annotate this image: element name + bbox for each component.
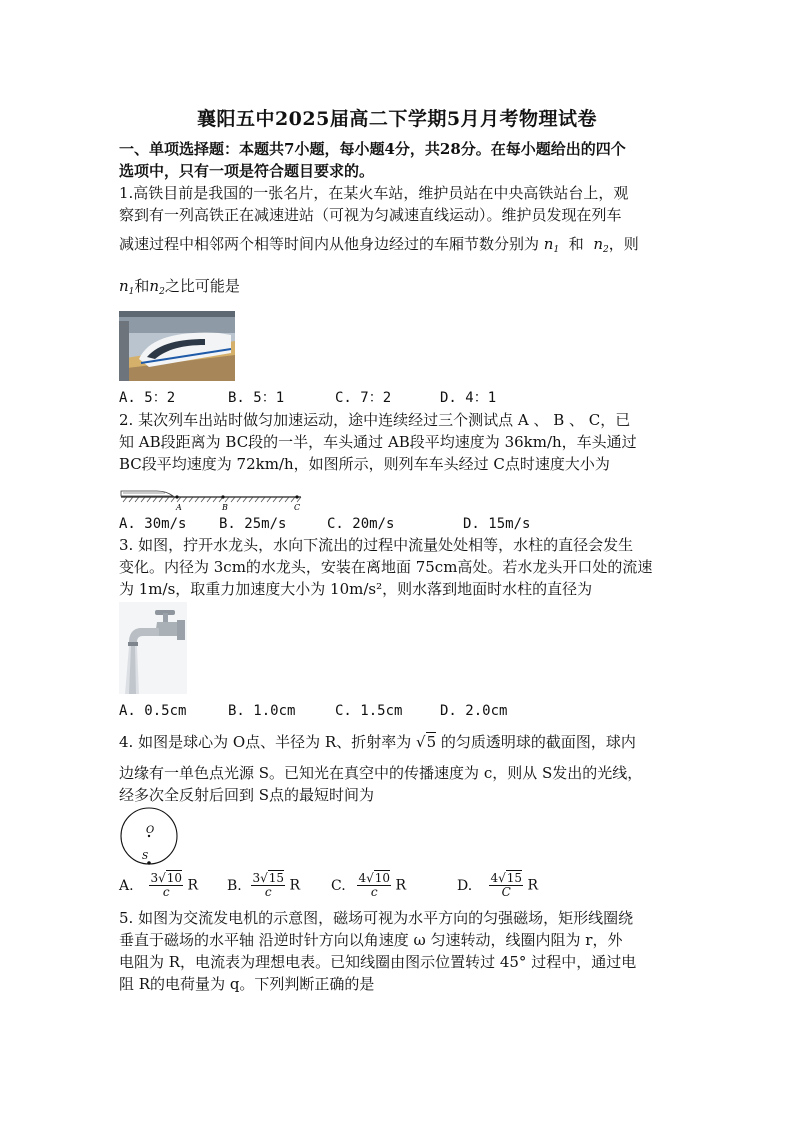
point-c-mark bbox=[295, 495, 298, 498]
section-heading-line1: 一、单项选择题：本题共7小题，每小题4分，共28分。在每小题给出的四个 bbox=[119, 140, 626, 158]
q4-line1-pre: 4. 如图是球心为 O点、半径为 R、折射率为 bbox=[119, 733, 412, 751]
q4-option-b[interactable]: B. $\frac{3√15}{c}$ R bbox=[227, 871, 301, 899]
q1-line3-text: 减速过程中相邻两个相等时间内从他身边经过的车厢节数分别为 bbox=[119, 235, 540, 253]
q5-line3: 电阻为 R，电流表为理想电表。已知线圈由图示位置转过 45° 过程中，通过电 bbox=[119, 953, 637, 971]
sphere-diagram bbox=[119, 806, 181, 868]
faucet-photo bbox=[119, 602, 187, 694]
q3-line2: 变化。内径为 3cm的水龙头，安装在离地面 75cm高处。若水龙头开口处的流速 bbox=[119, 558, 653, 576]
point-b-mark bbox=[221, 495, 224, 498]
q4-options bbox=[119, 872, 689, 906]
q2-option-b[interactable]: B. 25m/s bbox=[219, 516, 287, 532]
high-speed-train-photo bbox=[119, 311, 235, 381]
q1-n2: $n_2$ bbox=[593, 235, 609, 255]
q1-line3-end: ，则 bbox=[608, 235, 639, 253]
q2-line2: 知 AB段距离为 BC段的一半，车头通过 AB段平均速度为 36km/h，车头通过 bbox=[119, 433, 637, 451]
q3-line3: 为 1m/s，取重力加速度大小为 10m/s²，则水落到地面时水柱的直径为 bbox=[119, 580, 593, 598]
q3-option-b[interactable]: B. 1.0cm bbox=[228, 703, 296, 719]
q5-line2: 垂直于磁场的水平轴 沿逆时针方向以角速度 ω 匀速转动，线圈内阻为 r，外 bbox=[119, 931, 623, 949]
q2-option-a[interactable]: A. 30m/s bbox=[119, 516, 187, 532]
q1-and: 和 bbox=[568, 235, 584, 253]
q1-line2: 察到有一列高铁正在减速进站（可视为匀减速直线运动）。维护员发现在列车 bbox=[119, 206, 622, 224]
q2-line3: BC段平均速度为 72km/h，如图所示，则列车车头经过 C点时速度大小为 bbox=[119, 455, 610, 473]
q3-option-c[interactable]: C. 1.5cm bbox=[335, 703, 403, 719]
q1-n2-again: $n_2$ bbox=[149, 277, 165, 297]
q2-line1: 2. 某次列车出站时做匀加速运动，途中连续经过三个测试点 A 、 B 、 C，已 bbox=[119, 411, 631, 429]
q4-sqrt5: √5 bbox=[416, 733, 437, 751]
point-a-label: A bbox=[176, 503, 182, 512]
q1-option-d[interactable]: D. 4：1 bbox=[440, 390, 497, 406]
q1-option-c[interactable]: C. 7：2 bbox=[335, 390, 392, 406]
page-title: 襄阳五中2025届高二下学期5月月考物理试卷 bbox=[196, 108, 598, 130]
center-label: O bbox=[146, 825, 155, 836]
q1-n1-again: $n_1$ bbox=[119, 277, 135, 297]
q2-option-d[interactable]: D. 15m/s bbox=[463, 516, 531, 532]
q1-option-a[interactable]: A. 5：2 bbox=[119, 390, 176, 406]
source-label: S bbox=[142, 852, 149, 862]
track-diagram bbox=[119, 478, 309, 512]
point-c-label: C bbox=[294, 503, 301, 512]
q1-line3 bbox=[119, 233, 689, 261]
q5-line4: 阻 R的电荷量为 q。下列判断正确的是 bbox=[119, 975, 375, 993]
q4-option-a[interactable]: A. $\frac{3√10}{c}$ R bbox=[119, 871, 199, 899]
q2-option-c[interactable]: C. 20m/s bbox=[327, 516, 395, 532]
q4-option-c[interactable]: C. $\frac{4√10}{c}$ R bbox=[331, 871, 407, 899]
q1-option-b[interactable]: B. 5：1 bbox=[228, 390, 285, 406]
q3-line1: 3. 如图，拧开水龙头，水向下流出的过程中流量处处相等，水柱的直径会发生 bbox=[119, 536, 634, 554]
q4-option-d[interactable]: D. $\frac{4√15}{C}$ R bbox=[457, 871, 539, 899]
q4-line2: 边缘有一单色点光源 S。已知光在真空中的传播速度为 c，则从 S发出的光线， bbox=[119, 764, 643, 782]
point-b-label: B bbox=[222, 503, 228, 512]
q4-line1-post: 的匀质透明球的截面图，球内 bbox=[440, 733, 636, 751]
q1-line1: 1.高铁目前是我国的一张名片，在某火车站，维护员站在中央高铁站台上，观 bbox=[119, 184, 629, 202]
q3-option-a[interactable]: A. 0.5cm bbox=[119, 703, 187, 719]
q4-line1 bbox=[119, 731, 689, 753]
q5-line1: 5. 如图为交流发电机的示意图，磁场可视为水平方向的匀强磁场，矩形线圈绕 bbox=[119, 909, 634, 927]
section-heading-line2: 选项中，只有一项是符合题目要求的。 bbox=[119, 162, 375, 180]
q1-n1: $n_1$ bbox=[543, 235, 560, 255]
point-a-mark bbox=[175, 495, 178, 498]
q1-line4: $n_1$和$n_2$之比可能是 bbox=[119, 277, 240, 297]
q3-option-d[interactable]: D. 2.0cm bbox=[440, 703, 508, 719]
q4-line3: 经多次全反射后回到 S点的最短时间为 bbox=[119, 786, 375, 804]
